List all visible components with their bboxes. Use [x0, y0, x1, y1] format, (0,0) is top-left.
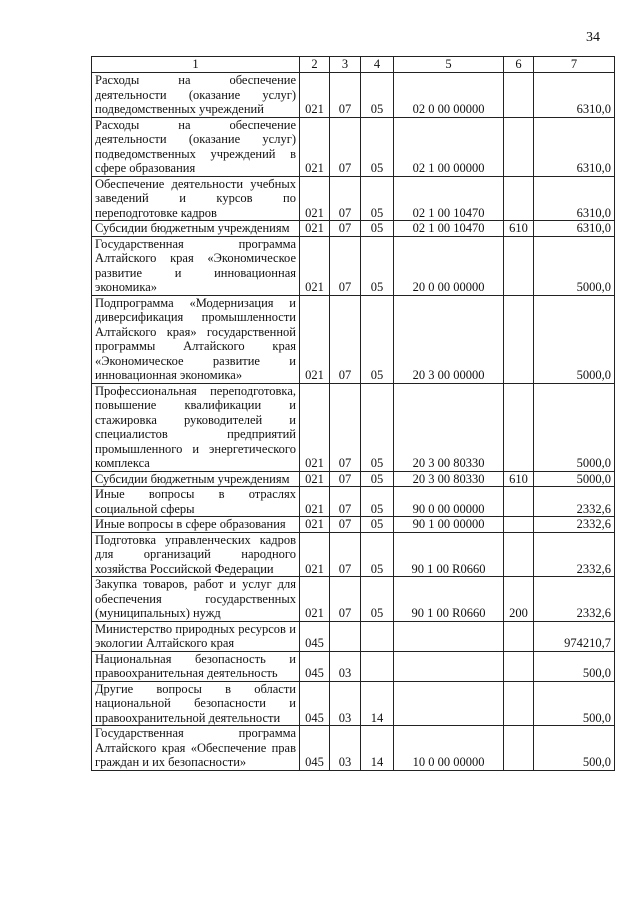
row-name-cell: Обеспечение деятельности учебных заведений и курсов по переподготовке кадров [92, 176, 300, 221]
row-value-cell [504, 176, 534, 221]
row-value-cell: 200 [504, 577, 534, 622]
row-value-cell: 20 0 00 00000 [394, 236, 504, 295]
row-value-cell: 05 [361, 383, 394, 471]
table-row [92, 726, 615, 771]
row-value-cell: 6310,0 [534, 117, 615, 176]
row-value-cell: 500,0 [534, 726, 615, 771]
row-value-cell: 20 3 00 80330 [394, 383, 504, 471]
column-header: 6 [504, 57, 534, 73]
row-value-cell [504, 651, 534, 681]
row-value-cell: 02 1 00 10470 [394, 176, 504, 221]
table-row [92, 117, 615, 176]
row-value-cell: 05 [361, 176, 394, 221]
row-value-cell [504, 681, 534, 726]
row-name-cell: Расходы на обеспечение деятельности (оказание услуг) подведомственных учреждений [92, 73, 300, 118]
column-header: 7 [534, 57, 615, 73]
row-value-cell: 05 [361, 117, 394, 176]
table-row [92, 517, 615, 533]
table-header-row [92, 57, 615, 73]
row-name-cell: Расходы на обеспечение деятельности (оказание услуг) подведомственных учреждений в сфере образования [92, 117, 300, 176]
row-value-cell: 5000,0 [534, 383, 615, 471]
row-value-cell: 05 [361, 236, 394, 295]
row-value-cell: 07 [330, 117, 361, 176]
row-value-cell: 07 [330, 577, 361, 622]
table-row [92, 471, 615, 487]
row-value-cell: 07 [330, 73, 361, 118]
row-name-cell: Субсидии бюджетным учреждениям [92, 221, 300, 237]
row-value-cell: 02 0 00 00000 [394, 73, 504, 118]
row-value-cell: 021 [300, 487, 330, 517]
column-header: 5 [394, 57, 504, 73]
table-row [92, 221, 615, 237]
row-value-cell: 5000,0 [534, 236, 615, 295]
row-value-cell: 2332,6 [534, 517, 615, 533]
row-value-cell [504, 532, 534, 577]
row-value-cell: 045 [300, 621, 330, 651]
table-row [92, 295, 615, 383]
row-value-cell: 2332,6 [534, 577, 615, 622]
row-value-cell: 021 [300, 117, 330, 176]
table-row [92, 487, 615, 517]
table-row [92, 681, 615, 726]
row-value-cell: 03 [330, 726, 361, 771]
row-name-cell: Министерство природных ресурсов и экологии Алтайского края [92, 621, 300, 651]
row-value-cell [394, 651, 504, 681]
row-value-cell: 610 [504, 221, 534, 237]
row-name-cell: Национальная безопасность и правоохранительная деятельность [92, 651, 300, 681]
row-name-cell: Иные вопросы в сфере образования [92, 517, 300, 533]
row-value-cell: 045 [300, 651, 330, 681]
column-header: 3 [330, 57, 361, 73]
row-value-cell: 90 0 00 00000 [394, 487, 504, 517]
row-value-cell: 90 1 00 R0660 [394, 577, 504, 622]
row-value-cell: 20 3 00 00000 [394, 295, 504, 383]
row-value-cell: 03 [330, 681, 361, 726]
row-value-cell: 07 [330, 221, 361, 237]
row-name-cell: Подготовка управленческих кадров для организаций народного хозяйства Российской Федерации [92, 532, 300, 577]
row-value-cell: 2332,6 [534, 532, 615, 577]
table-row [92, 651, 615, 681]
row-name-cell: Другие вопросы в области национальной безопасности и правоохранительной деятельности [92, 681, 300, 726]
row-value-cell: 021 [300, 221, 330, 237]
row-value-cell: 05 [361, 577, 394, 622]
row-value-cell: 5000,0 [534, 471, 615, 487]
row-name-cell: Субсидии бюджетным учреждениям [92, 471, 300, 487]
row-value-cell: 07 [330, 517, 361, 533]
row-value-cell [504, 117, 534, 176]
row-value-cell: 05 [361, 532, 394, 577]
table-row [92, 236, 615, 295]
row-value-cell [504, 73, 534, 118]
table-row [92, 73, 615, 118]
table-row [92, 176, 615, 221]
row-value-cell [394, 681, 504, 726]
row-value-cell: 610 [504, 471, 534, 487]
row-value-cell: 90 1 00 00000 [394, 517, 504, 533]
row-value-cell: 07 [330, 487, 361, 517]
row-value-cell: 20 3 00 80330 [394, 471, 504, 487]
column-header: 4 [361, 57, 394, 73]
row-value-cell: 021 [300, 176, 330, 221]
row-value-cell: 045 [300, 681, 330, 726]
row-value-cell [504, 726, 534, 771]
row-value-cell: 045 [300, 726, 330, 771]
row-value-cell [504, 487, 534, 517]
row-name-cell: Государственная программа Алтайского края «Обеспечение прав граждан и их безопасности» [92, 726, 300, 771]
row-value-cell [504, 383, 534, 471]
row-value-cell [361, 621, 394, 651]
row-value-cell: 07 [330, 176, 361, 221]
row-value-cell: 021 [300, 73, 330, 118]
row-value-cell [504, 295, 534, 383]
row-value-cell: 500,0 [534, 681, 615, 726]
budget-table [91, 56, 615, 771]
row-value-cell: 90 1 00 R0660 [394, 532, 504, 577]
row-value-cell: 021 [300, 517, 330, 533]
row-name-cell: Иные вопросы в отраслях социальной сферы [92, 487, 300, 517]
row-value-cell [504, 236, 534, 295]
row-value-cell: 021 [300, 236, 330, 295]
row-value-cell: 2332,6 [534, 487, 615, 517]
row-value-cell: 05 [361, 471, 394, 487]
row-value-cell: 021 [300, 383, 330, 471]
row-value-cell: 05 [361, 295, 394, 383]
table-row [92, 532, 615, 577]
row-value-cell: 14 [361, 681, 394, 726]
row-value-cell: 021 [300, 295, 330, 383]
row-value-cell [394, 621, 504, 651]
row-value-cell: 5000,0 [534, 295, 615, 383]
row-name-cell: Государственная программа Алтайского края «Экономическое развитие и инновационная экономика» [92, 236, 300, 295]
row-value-cell: 07 [330, 471, 361, 487]
row-value-cell: 500,0 [534, 651, 615, 681]
row-name-cell: Подпрограмма «Модернизация и диверсификация промышленности Алтайского края» государственной программы Алтайского края «Экономическое развитие и инновационная экономика» [92, 295, 300, 383]
row-value-cell: 07 [330, 383, 361, 471]
row-value-cell: 14 [361, 726, 394, 771]
row-name-cell: Профессиональная переподготовка, повышение квалификации и стажировка руководителей и специалистов предприятий промышленного и энергетического комплекса [92, 383, 300, 471]
row-value-cell: 02 1 00 00000 [394, 117, 504, 176]
column-header: 1 [92, 57, 300, 73]
row-value-cell [330, 621, 361, 651]
page-number: 34 [586, 30, 600, 45]
row-value-cell: 974210,7 [534, 621, 615, 651]
row-value-cell: 05 [361, 487, 394, 517]
row-value-cell: 021 [300, 471, 330, 487]
row-value-cell: 021 [300, 532, 330, 577]
row-value-cell: 021 [300, 577, 330, 622]
row-value-cell: 05 [361, 73, 394, 118]
row-value-cell: 07 [330, 532, 361, 577]
row-value-cell: 6310,0 [534, 221, 615, 237]
table-row [92, 577, 615, 622]
table-row [92, 621, 615, 651]
column-header: 2 [300, 57, 330, 73]
row-value-cell: 07 [330, 236, 361, 295]
table-row [92, 383, 615, 471]
row-value-cell: 6310,0 [534, 73, 615, 118]
row-value-cell: 6310,0 [534, 176, 615, 221]
row-value-cell: 03 [330, 651, 361, 681]
row-value-cell [504, 517, 534, 533]
row-name-cell: Закупка товаров, работ и услуг для обеспечения государственных (муниципальных) нужд [92, 577, 300, 622]
row-value-cell: 10 0 00 00000 [394, 726, 504, 771]
row-value-cell: 07 [330, 295, 361, 383]
row-value-cell: 02 1 00 10470 [394, 221, 504, 237]
row-value-cell [361, 651, 394, 681]
row-value-cell [504, 621, 534, 651]
row-value-cell: 05 [361, 517, 394, 533]
row-value-cell: 05 [361, 221, 394, 237]
